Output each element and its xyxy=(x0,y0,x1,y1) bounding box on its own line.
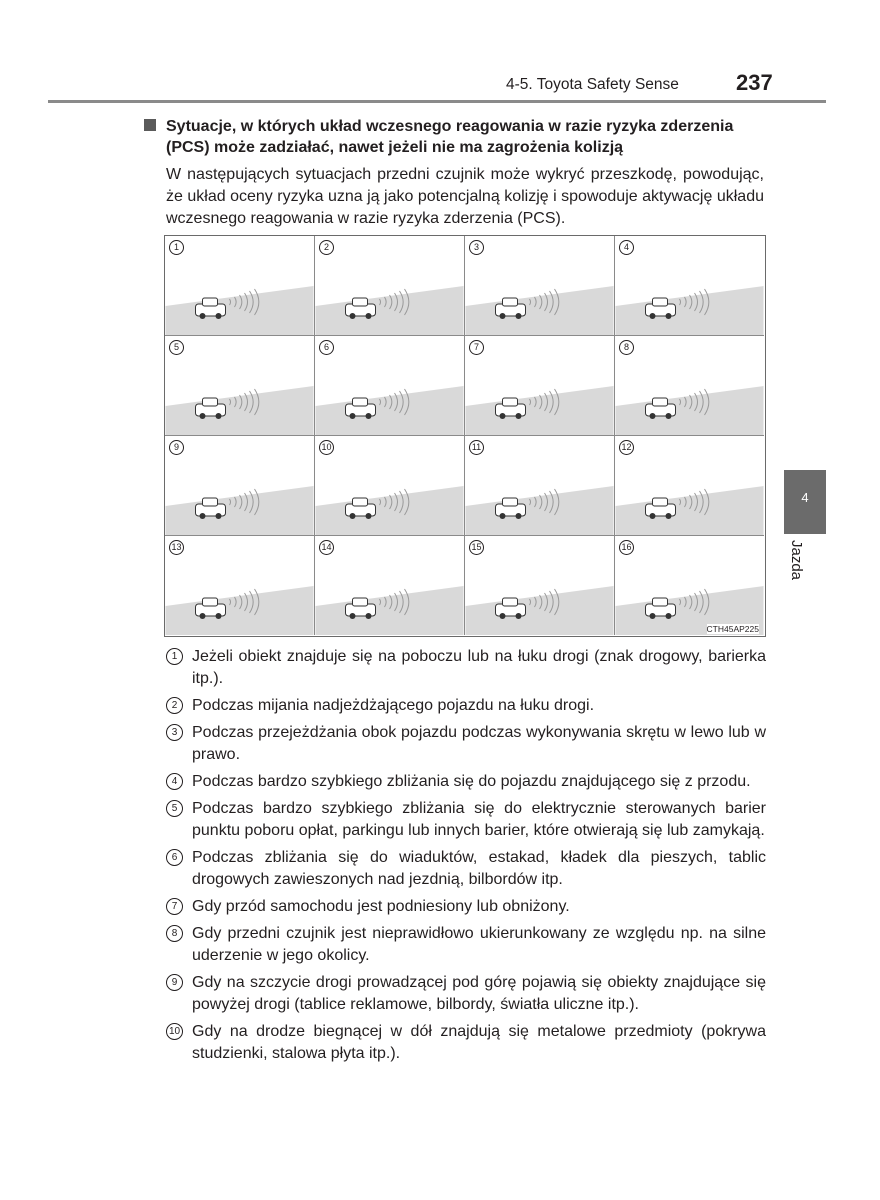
list-item-text: Gdy na szczycie drogi prowadzącej pod górę pojawią się obiekty znajdujące się powyżej drogi (tablice reklamowe, bilbordy, światła uliczne itp.). xyxy=(192,974,766,1013)
scene-illustration xyxy=(465,236,614,335)
header-rule xyxy=(48,100,826,103)
figure-code: CTH45AP225 xyxy=(706,624,759,634)
scene-illustration xyxy=(165,236,314,335)
scene-illustration xyxy=(315,436,464,535)
scene-illustration xyxy=(165,336,314,435)
illustration-panel xyxy=(465,436,615,536)
panel-number: 12 xyxy=(619,440,634,455)
list-item xyxy=(166,722,766,766)
illustration-panel xyxy=(615,436,764,536)
panel-number: 11 xyxy=(469,440,484,455)
scene-illustration xyxy=(615,536,764,635)
illustration-panel xyxy=(165,536,315,635)
list-item-text: Podczas przejeżdżania obok pojazdu podczas wykonywania skrętu w lewo lub w prawo. xyxy=(192,724,766,763)
list-item xyxy=(166,972,766,1016)
scene-illustration xyxy=(315,336,464,435)
illustration-panel xyxy=(165,236,315,336)
list-item-text: Gdy przedni czujnik jest nieprawidłowo ukierunkowany ze względu np. na silne uderzenie w jego okolicy. xyxy=(192,925,766,964)
illustration-panel xyxy=(315,236,465,336)
panel-number: 15 xyxy=(469,540,484,555)
scene-illustration xyxy=(615,336,764,435)
scene-illustration xyxy=(465,336,614,435)
illustration-panel xyxy=(165,436,315,536)
page-number: 237 xyxy=(736,70,773,95)
list-item-number: 9 xyxy=(166,974,183,991)
list-item-number: 4 xyxy=(166,773,183,790)
panel-number: 9 xyxy=(169,440,184,455)
list-item-number: 8 xyxy=(166,925,183,942)
list-item-text: Podczas mijania nadjeżdżającego pojazdu na łuku drogi. xyxy=(192,697,595,714)
page-header xyxy=(0,70,880,102)
list-item-text: Jeżeli obiekt znajduje się na poboczu lub na łuku drogi (znak drogowy, barierka itp.). xyxy=(192,648,766,687)
illustration-panel xyxy=(465,336,615,436)
list-item-number: 2 xyxy=(166,697,183,714)
list-item-number: 1 xyxy=(166,648,183,665)
illustration-panel xyxy=(165,336,315,436)
illustration-panel xyxy=(315,336,465,436)
scene-illustration xyxy=(165,536,314,635)
scene-illustration xyxy=(465,436,614,535)
list-item-number: 3 xyxy=(166,724,183,741)
illustration-panel xyxy=(315,436,465,536)
list-item xyxy=(166,1021,766,1065)
scene-illustration xyxy=(315,536,464,635)
panel-number: 1 xyxy=(169,240,184,255)
list-item-number: 5 xyxy=(166,800,183,817)
chapter-tab xyxy=(784,470,826,534)
illustration-grid xyxy=(164,235,766,637)
panel-number: 3 xyxy=(469,240,484,255)
panel-number: 14 xyxy=(319,540,334,555)
illustration-panel xyxy=(465,236,615,336)
scene-illustration xyxy=(615,436,764,535)
list-item-number: 10 xyxy=(166,1023,183,1040)
scene-illustration xyxy=(315,236,464,335)
scene-illustration xyxy=(615,236,764,335)
heading-text: Sytuacje, w których układ wczesnego reagowania w razie ryzyka zderzenia (PCS) może zadziałać, nawet jeżeli nie ma zagrożenia kolizją xyxy=(166,118,734,156)
section-heading xyxy=(144,116,764,158)
panel-number: 7 xyxy=(469,340,484,355)
illustration-panel xyxy=(615,536,764,635)
illustration-panel xyxy=(615,336,764,436)
scene-illustration xyxy=(165,436,314,535)
list-item-text: Podczas bardzo szybkiego zbliżania się do pojazdu znajdującego się z przodu. xyxy=(192,773,751,790)
heading-bullet-icon xyxy=(144,119,156,131)
list-item-text: Gdy na drodze biegnącej w dół znajdują się metalowe przedmioty (pokrywa studzienki, stalowa płyta itp.). xyxy=(192,1023,766,1062)
illustration-panel xyxy=(465,536,615,635)
list-item-number: 6 xyxy=(166,849,183,866)
list-item xyxy=(166,896,766,918)
chapter-label xyxy=(788,540,818,600)
list-item-text: Podczas zbliżania się do wiaduktów, estakad, kładek dla pieszych, tablic drogowych zawieszonych nad jezdnią, bilbordów itp. xyxy=(192,849,766,888)
panel-number: 8 xyxy=(619,340,634,355)
list-item-number: 7 xyxy=(166,898,183,915)
section-title: 4-5. Toyota Safety Sense xyxy=(506,76,679,93)
intro-paragraph: W następujących sytuacjach przedni czujnik może wykryć przeszkodę, powodując, że układ oceny ryzyka uzna ją jako potencjalną kolizję i spowoduje aktywację układu wczesnego reagowania w razie ryzyka zderzenia (PCS). xyxy=(166,166,764,227)
list-item xyxy=(166,923,766,967)
list-item xyxy=(166,798,766,842)
panel-number: 6 xyxy=(319,340,334,355)
list-item xyxy=(166,695,766,717)
list-item xyxy=(166,847,766,891)
panel-number: 4 xyxy=(619,240,634,255)
list-item-text: Gdy przód samochodu jest podniesiony lub obniżony. xyxy=(192,898,570,915)
list-item xyxy=(166,771,766,793)
panel-number: 13 xyxy=(169,540,184,555)
panel-number: 10 xyxy=(319,440,334,455)
chapter-number: 4 xyxy=(801,490,809,505)
illustration-panel xyxy=(315,536,465,635)
panel-number: 5 xyxy=(169,340,184,355)
panel-number: 2 xyxy=(319,240,334,255)
illustration-panel xyxy=(615,236,764,336)
panel-number: 16 xyxy=(619,540,634,555)
list-item xyxy=(166,646,766,690)
situations-list xyxy=(166,646,766,1070)
scene-illustration xyxy=(465,536,614,635)
chapter-label-text: Jazda xyxy=(788,540,805,581)
list-item-text: Podczas bardzo szybkiego zbliżania się do elektrycznie sterowanych barier punktu poboru opłat, parkingu lub innych barier, które otwierają się lub zamykają. xyxy=(192,800,766,839)
